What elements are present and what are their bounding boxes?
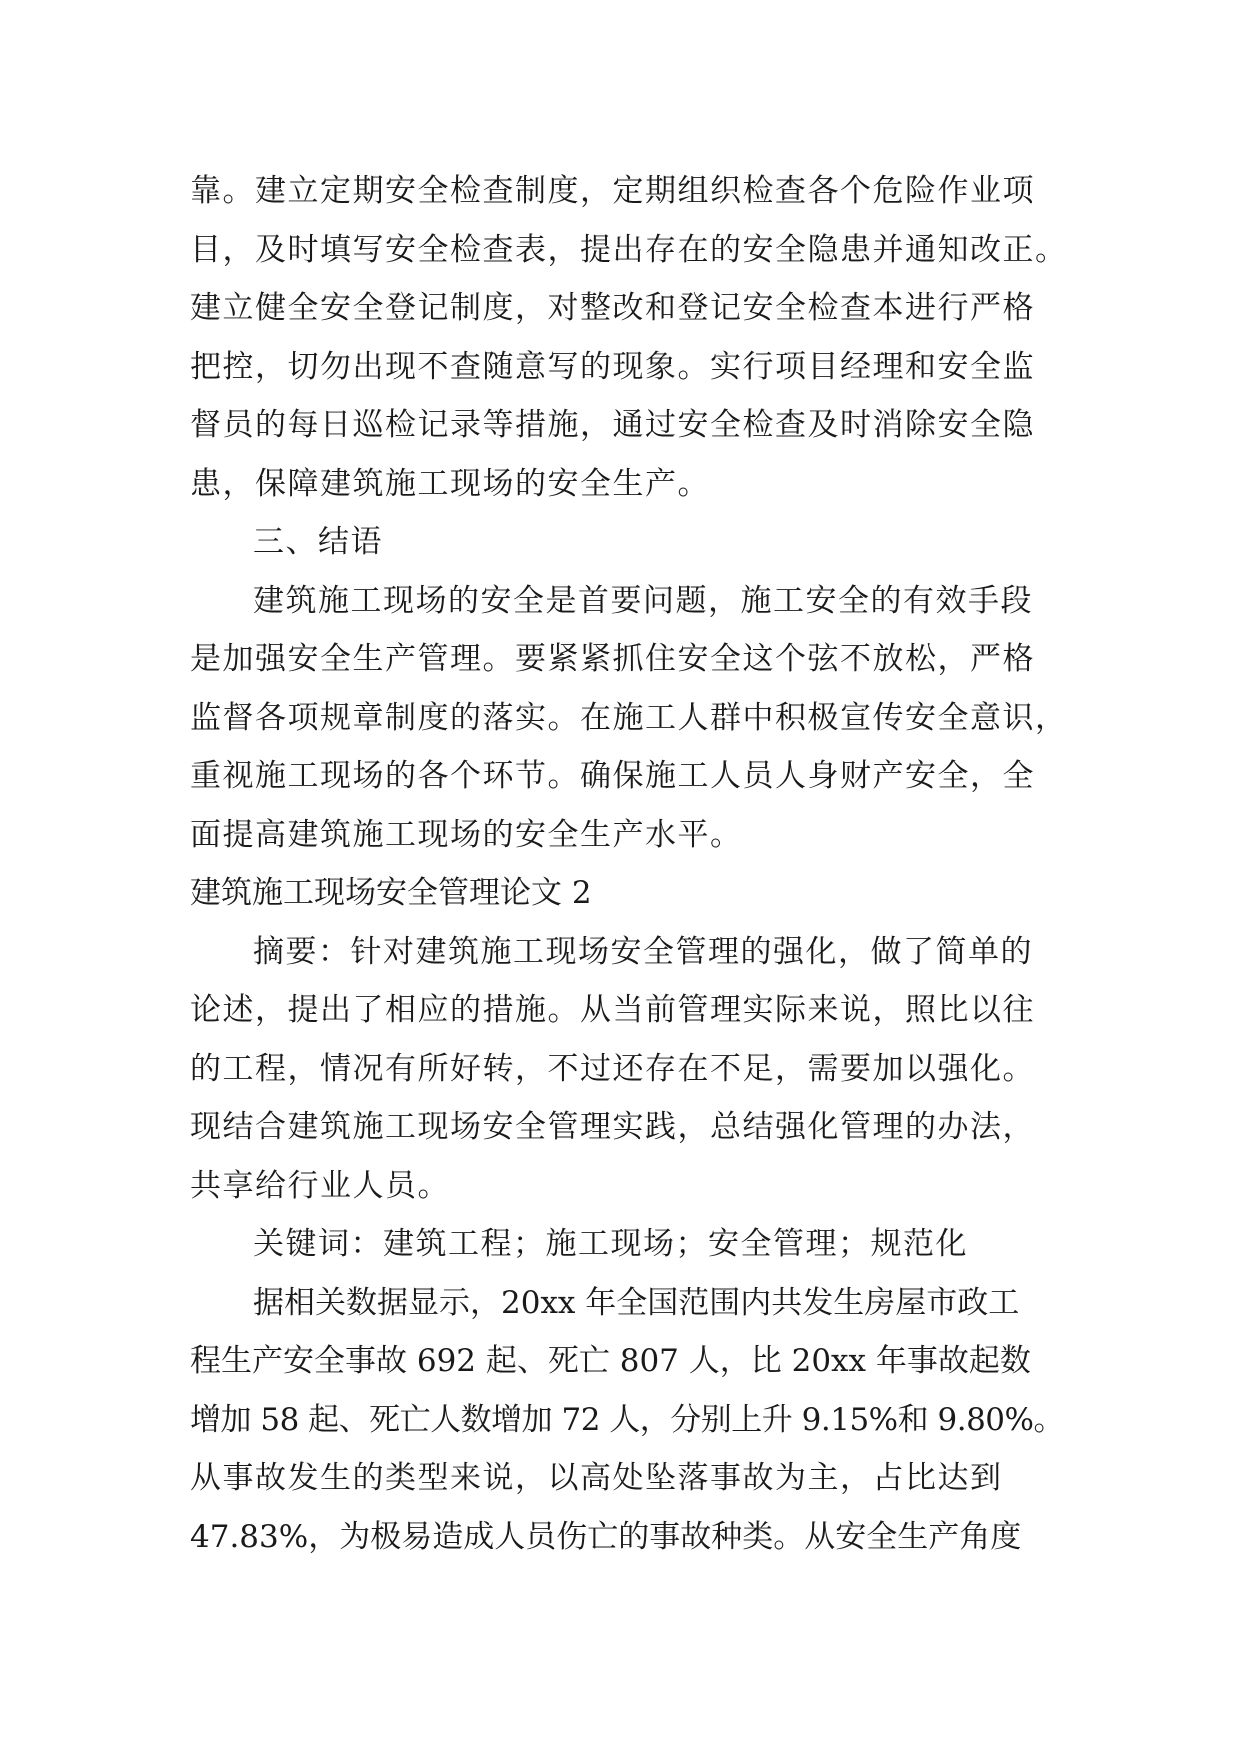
body-line: 论述，提出了相应的措施。从当前管理实际来说，照比以往 — [190, 992, 1035, 1028]
document-page — [190, 162, 1070, 1566]
body-line: 现结合建筑施工现场安全管理实践，总结强化管理的办法， — [190, 1109, 1035, 1145]
body-line: 共享给行业人员。 — [190, 1167, 450, 1204]
abstract-first-line: 摘要：针对建筑施工现场安全管理的强化，做了简单的 — [253, 933, 1033, 970]
paragraph-first-line: 建筑施工现场的安全是首要问题，施工安全的有效手段 — [253, 582, 1033, 619]
body-line: 面提高建筑施工现场的安全生产水平。 — [190, 816, 743, 853]
body-line: 把控，切勿出现不查随意写的现象。实行项目经理和安全监 — [190, 348, 1035, 385]
body-line: 目，及时填写安全检查表，提出存在的安全隐患并通知改正。 — [190, 231, 1068, 268]
body-line: 患，保障建筑施工现场的安全生产。 — [190, 465, 710, 502]
body-line: 增加 58 起、死亡人数增加 72 人，分别上升 9.15%和 9.80%。 — [190, 1401, 1064, 1438]
body-line: 督员的每日巡检记录等措施，通过安全检查及时消除安全隐 — [190, 407, 1035, 443]
body-line: 建立健全安全登记制度，对整改和登记安全检查本进行严格 — [190, 290, 1035, 326]
section-heading: 三、结语 — [253, 524, 383, 560]
body-line: 的工程，情况有所好转，不过还存在不足，需要加以强化。 — [190, 1050, 1035, 1087]
body-line: 重视施工现场的各个环节。确保施工人员人身财产安全，全 — [190, 758, 1035, 794]
keywords-line: 关键词：建筑工程；施工现场；安全管理；规范化 — [253, 1226, 968, 1262]
paragraph-first-line: 据相关数据显示，20xx 年全国范围内共发生房屋市政工 — [253, 1284, 1020, 1321]
body-line: 靠。建立定期安全检查制度，定期组织检查各个危险作业项 — [190, 173, 1035, 209]
body-line: 47.83%，为极易造成人员伤亡的事故种类。从安全生产角度 — [190, 1518, 1022, 1555]
body-line: 程生产安全事故 692 起、死亡 807 人，比 20xx 年事故起数 — [190, 1343, 1031, 1379]
body-line: 监督各项规章制度的落实。在施工人群中积极宣传安全意识， — [190, 699, 1068, 736]
article-title: 建筑施工现场安全管理论文 2 — [190, 875, 592, 911]
body-line: 是加强安全生产管理。要紧紧抓住安全这个弦不放松，严格 — [190, 641, 1035, 677]
body-line: 从事故发生的类型来说，以高处坠落事故为主，占比达到 — [190, 1460, 1003, 1496]
